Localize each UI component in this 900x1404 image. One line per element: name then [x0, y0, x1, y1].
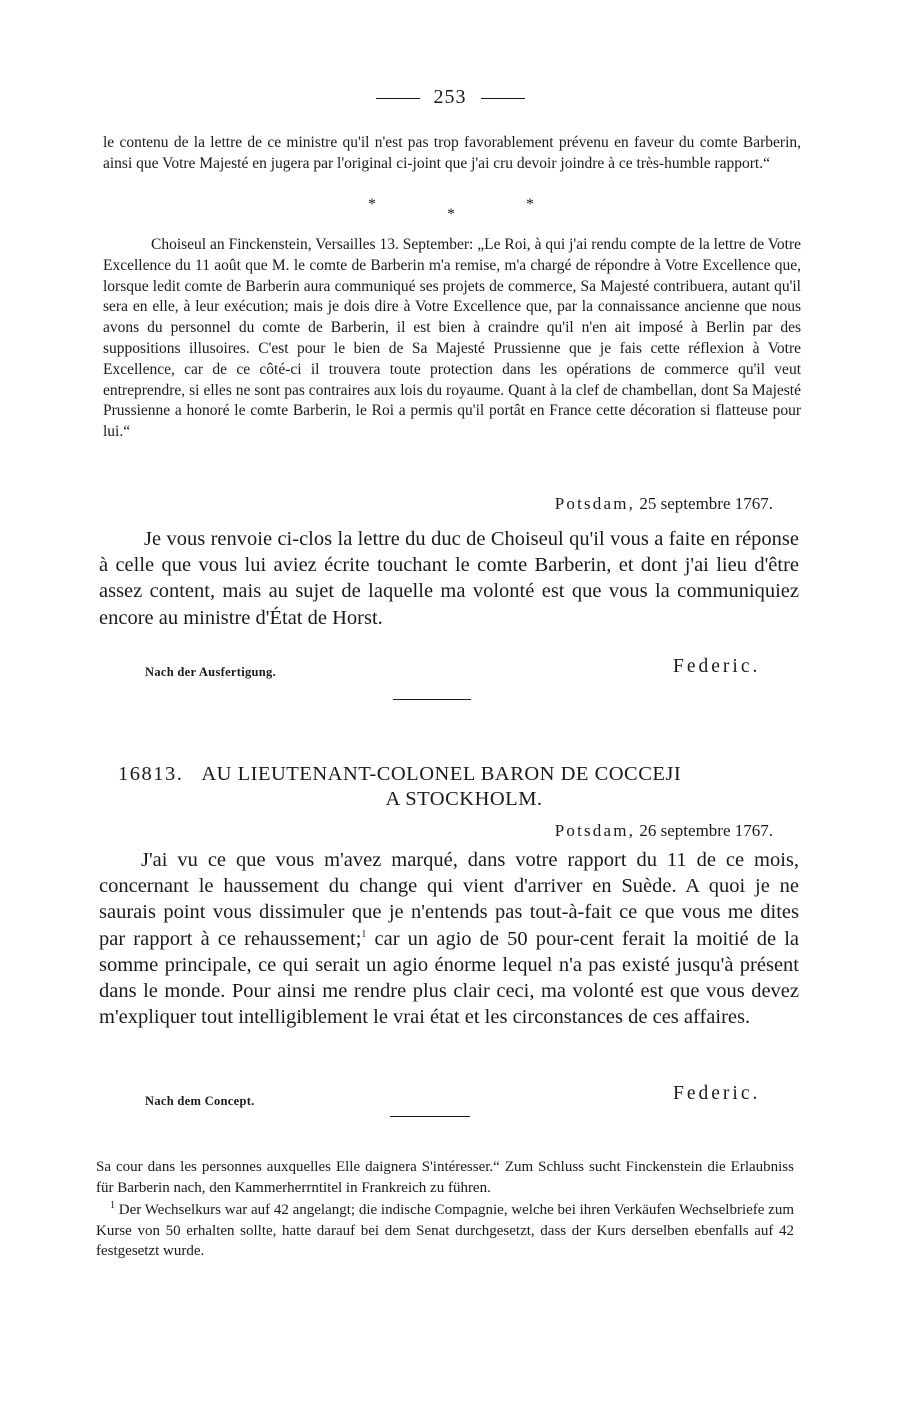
dateline-2-date: 26 septembre 1767.	[639, 821, 773, 840]
asterism	[0, 196, 900, 226]
separator-rule-2	[390, 1116, 470, 1117]
signature-2: Federic.	[673, 1083, 761, 1104]
page-number: 253	[433, 86, 467, 108]
letter-number: 16813.	[118, 763, 184, 785]
footnote-1-text: Der Wechselkurs war auf 42 angelangt; die indische Compagnie, welche bei ihren Verkäufen Wechselbriefe zum Kurse von 50 erhalten sollte, hatte darauf bei dem Senat durchgesetzt, dass der Kurs derselben ebenfalls auf 42 festgesetzt wurde.	[96, 1202, 795, 1259]
asterisk-right: *	[526, 196, 534, 213]
footnote-continuation: Sa cour dans les personnes auxquelles Elle daignera S'intéresser.“ Zum Schluss sucht Finckenstein die Erlaubniss für Barberin nach, den Kammerherrntitel in Frankreich zu führen.	[96, 1159, 794, 1196]
footnotes	[96, 1157, 794, 1262]
separator-rule-1	[393, 699, 471, 700]
dateline-1-place: Potsdam,	[554, 494, 636, 513]
source-note-2: Nach dem Concept.	[145, 1094, 255, 1108]
dateline-2	[103, 821, 773, 841]
header-rule-right	[481, 98, 525, 99]
footnote-1	[96, 1200, 794, 1262]
source-note-1: Nach der Ausfertigung.	[145, 665, 277, 679]
signature-1: Federic.	[673, 656, 761, 677]
letter-recipient: AU LIEUTENANT-COLONEL BARON DE COCCEJI	[201, 763, 682, 785]
asterisk-center: *	[447, 206, 455, 223]
letter-2-paragraph	[99, 847, 799, 1030]
header-rule-left	[376, 98, 420, 99]
page-header	[0, 86, 900, 109]
letter-2-text-a: J'ai vu ce que vous m'avez marqué, dans votre rapport du 11 de ce mois, concernant le haussement du change qui vient d'arriver en Suède. A quoi je ne saurais point vous dissimuler que je n'entends pas tout-à-fait ce que vous me dites par rapport à ce rehaussement;	[99, 849, 799, 950]
report-continuation	[103, 133, 801, 175]
dateline-2-place: Potsdam,	[554, 821, 636, 840]
dateline-1	[103, 494, 773, 514]
footnote-reference: 1	[361, 928, 367, 940]
letter-1	[99, 526, 799, 631]
choiseul-note-text: Choiseul an Finckenstein, Versailles 13. September: „Le Roi, à qui j'ai rendu compte de la lettre de Votre Excellence du 11 août que M. le comte de Barberin m'a remise, m'a chargé de répondre à Votre Excellence que, lorsque ledit comte de Barberin aura communiqué ses projets de commerce, Sa Majesté contribuera, autant qu'il sera en elle, à leur exécution; mais je dois dire à Votre Excellence que, par la connaissance ancienne que nous avons du personnel du comte de Barberin, il est bien à craindre qu'il n'en ait imposé à Berlin par des suppositions illusoires. C'est pour le bien de Sa Majesté Prussienne que je fais cette réflexion à Votre Excellence, car de ce côté-ci il trouvera toute protection dans les opérations de commerce qu'il veut entreprendre, si elles ne sont pas contraires aux lois du royaume. Quant à la clef de chambellan, dont Sa Majesté Prussienne a honoré le comte Barberin, le Roi a permis qu'il portât en France cette décoration si flatteuse pour lui.“	[103, 236, 801, 441]
letter-place: A STOCKHOLM.	[385, 788, 543, 810]
letter-1-text: Je vous renvoie ci-clos la lettre du duc de Choiseul qu'il vous a faite en réponse à celle que vous lui aviez écrite touchant le comte Barberin, et dont j'ai lieu d'être assez content, mais au sujet de laquelle ma volonté est que vous la communiquiez encore au ministre d'État de Horst.	[99, 528, 799, 629]
letter-2-text-b: car un agio de 50 pour-cent ferait la moitié de la somme principale, ce qui serait un agio énorme lequel n'a pas existé jusqu'à présent dans le monde. Pour ainsi me rendre plus clair ceci, ma volonté est que vous devez m'expliquer tout intelligiblement le vrai état et les circonstances de ces affaires.	[99, 927, 799, 1029]
letter-2	[99, 847, 799, 1030]
choiseul-note	[103, 235, 801, 443]
footnote-1-marker: 1	[110, 1200, 115, 1211]
dateline-1-date: 25 septembre 1767.	[639, 494, 773, 513]
letter-heading	[118, 762, 798, 812]
asterisk-left: *	[368, 196, 376, 213]
report-continuation-text: le contenu de la lettre de ce ministre qu'il n'est pas trop favorablement prévenu en faveur du comte Barberin, ainsi que Votre Majesté en jugera par l'original ci-joint que j'ai cru devoir joindre à ce très-humble rapport.“	[103, 134, 801, 172]
